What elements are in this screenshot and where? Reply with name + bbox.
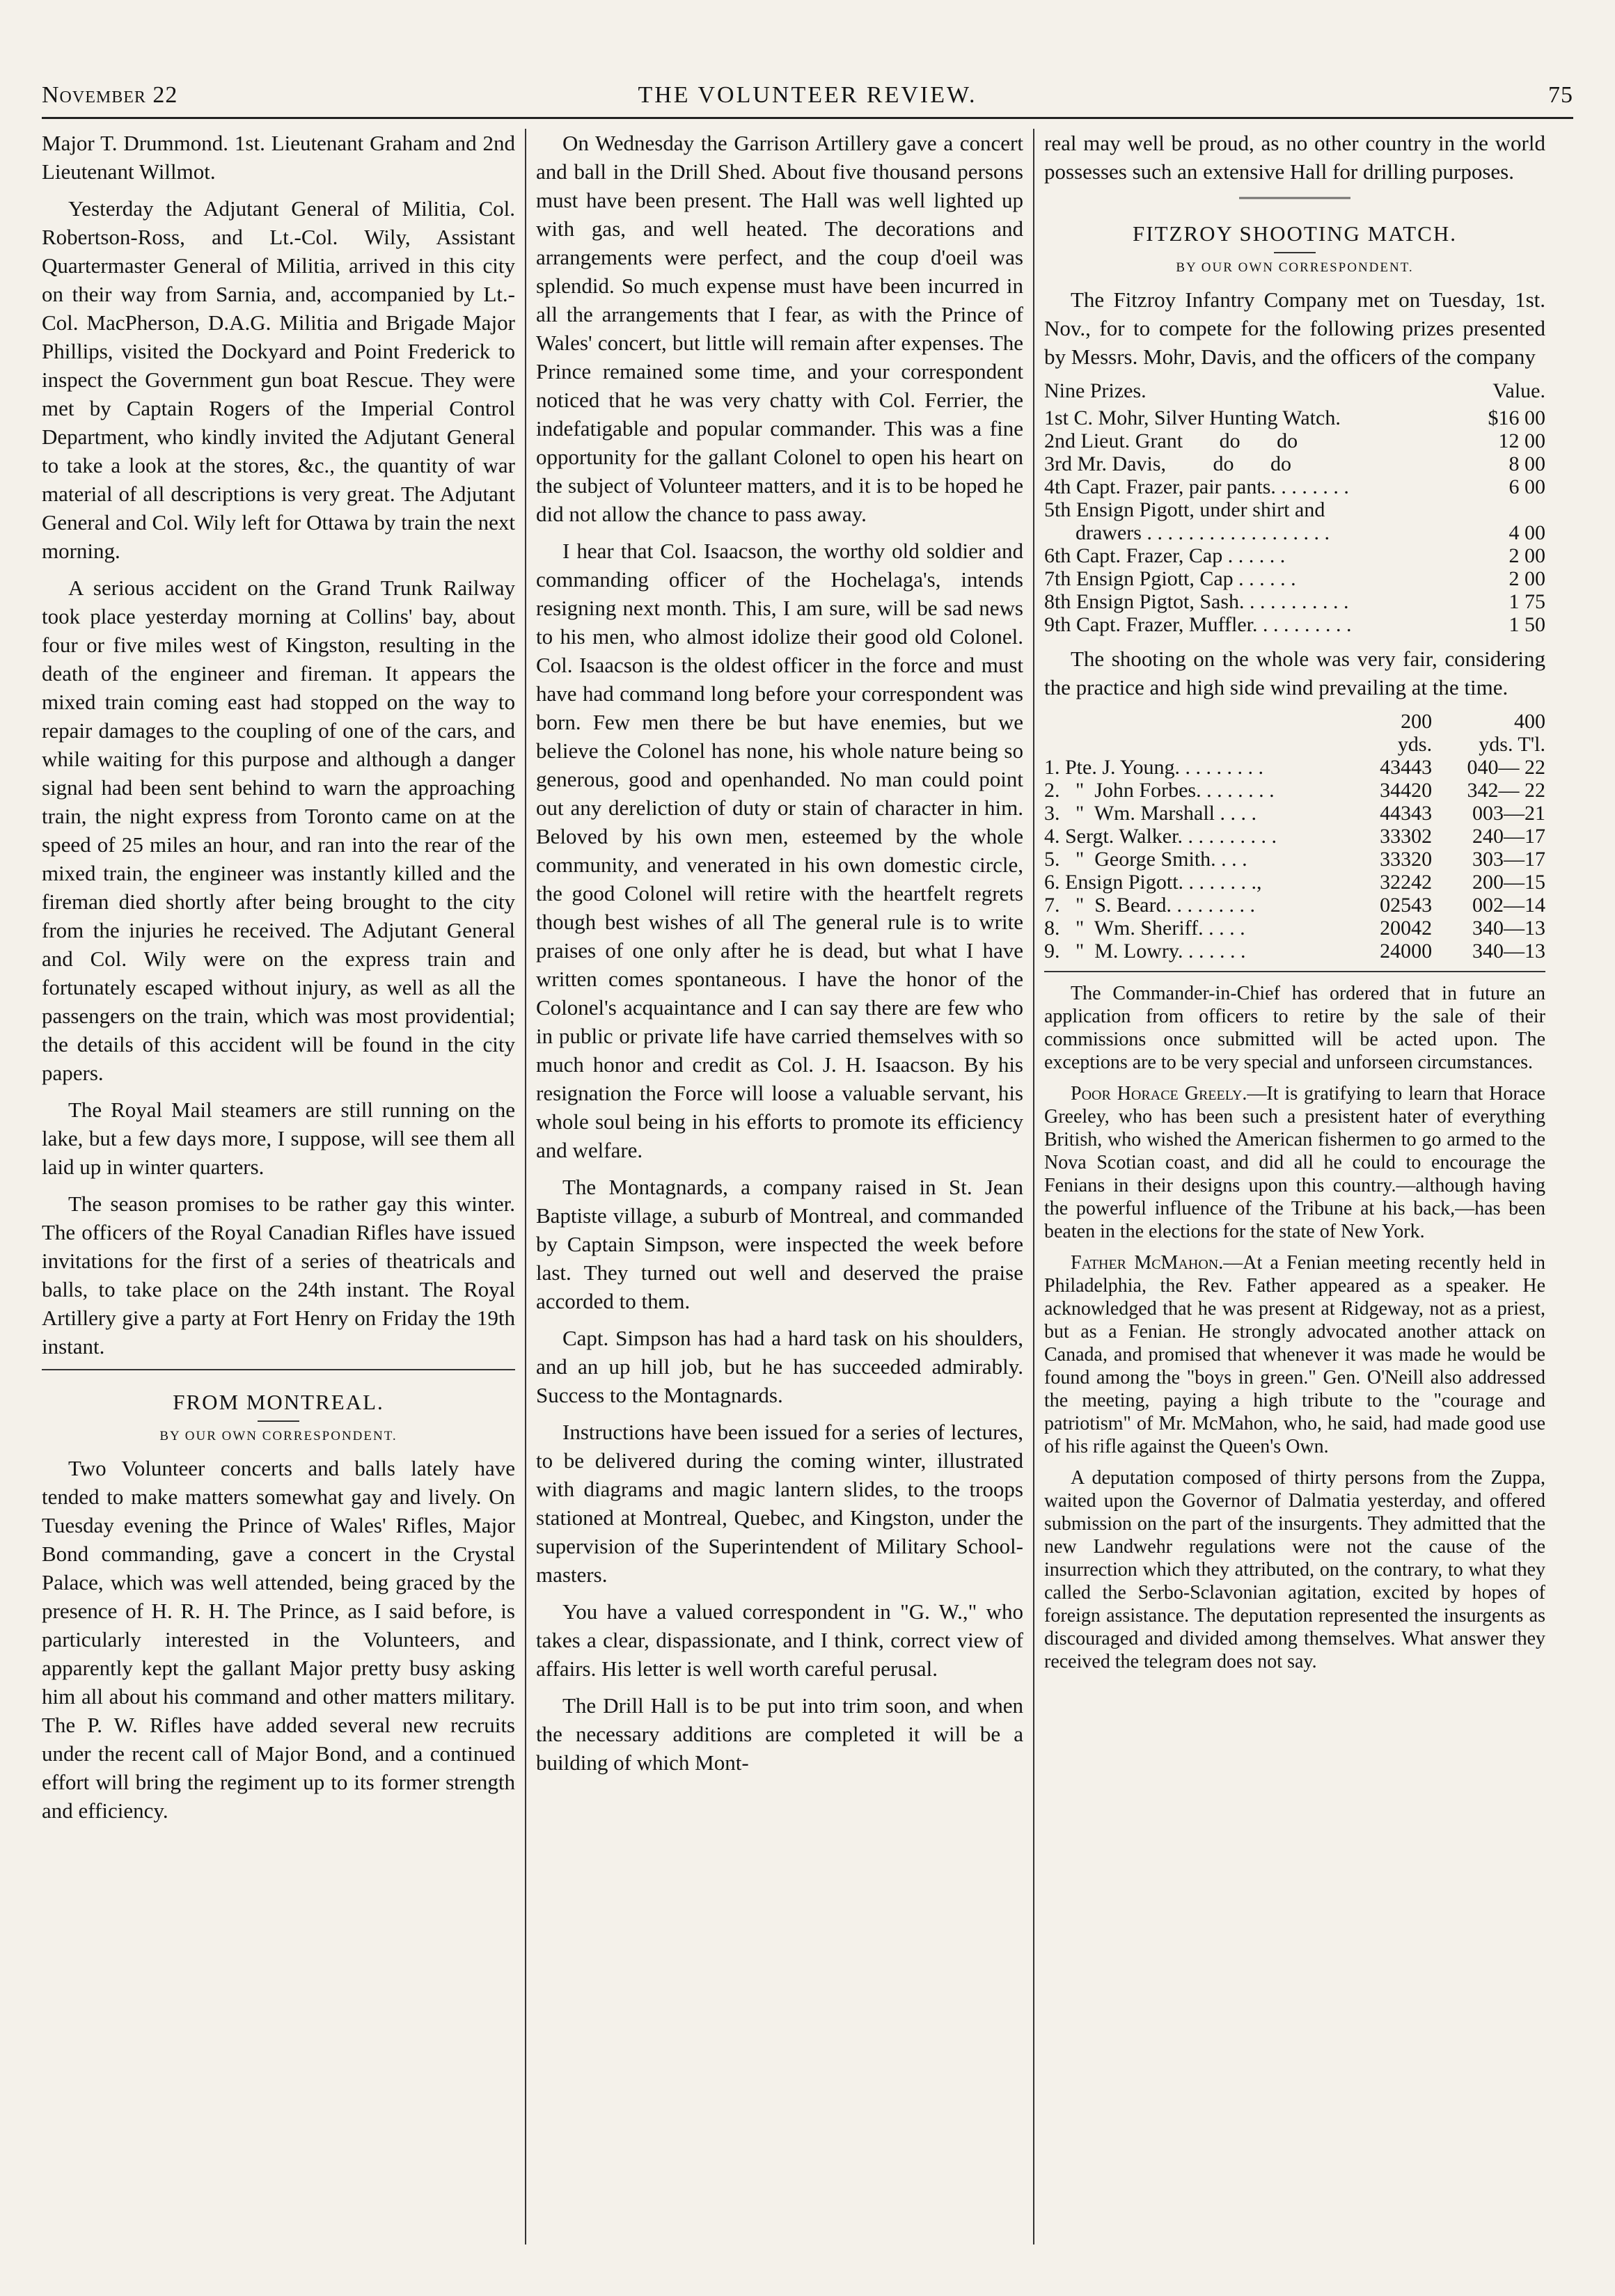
score-header: 400 <box>1514 710 1545 733</box>
score-row <box>1044 871 1545 894</box>
prize-row <box>1044 613 1545 636</box>
score-row <box>1044 894 1545 917</box>
prize-value: 8 00 <box>1508 452 1545 475</box>
score-cell: 02543 <box>1380 894 1433 917</box>
score-table <box>1044 710 1545 963</box>
column-divider <box>525 129 526 2244</box>
score-row <box>1044 779 1545 802</box>
score-row <box>1044 940 1545 963</box>
page-number: 75 <box>1548 82 1573 108</box>
prize-row <box>1044 429 1545 452</box>
item-head: Poor Horace Greely. <box>1071 1083 1247 1105</box>
item-text: —At a Fenian meeting recently held in Philadelphia, the Rev. Father appeared as a speaker. He acknowledged that he was present at Ridgeway, not as a priest, but as a Fenian. He strongly advocated another attack on Canada, and promised that whenever it was made he would be found among the "boys in green." Gen. O'Neill also addressed the meeting, paying a high tribute to the "courage and patriotism" of Mr. McMahon, who, he said, had made good use of his rifle against the Queen's Own. <box>1044 1252 1545 1457</box>
paragraph <box>1044 1082 1545 1243</box>
item-text: —It is gratifying to learn that Horace Greeley, who has been such a presistent hater of everything British, who wished the American fishermen to go armed to the Nova Scotian coast, and did all he could to encourage the Fenians in their designs upon this country.—although having the powerful influence of the Tribune at his back,—has been beaten in the elections for the state of New York. <box>1044 1083 1545 1242</box>
prize-label: 1st C. Mohr, Silver Hunting Watch. <box>1044 406 1341 429</box>
prize-row <box>1044 567 1545 590</box>
prize-row <box>1044 475 1545 498</box>
score-cell: 44343 <box>1380 802 1433 825</box>
score-cell: 43443 <box>1380 756 1433 779</box>
competitor-name: 7. " S. Beard. . . . . . . . . <box>1044 894 1256 917</box>
score-cell: 340—13 <box>1472 940 1545 963</box>
prize-label: 5th Ensign Pigott, under shirt and <box>1044 498 1325 521</box>
paragraph: real may well be proud, as no other country in the world possesses such an extensive Hall for drilling purposes. <box>1044 131 1545 184</box>
score-row <box>1044 756 1545 779</box>
section-heading: FITZROY SHOOTING MATCH. <box>1133 221 1457 246</box>
paragraph <box>1044 1251 1545 1458</box>
score-cell: 20042 <box>1380 917 1433 940</box>
prize-value: 2 00 <box>1508 544 1545 567</box>
score-cell: 340—13 <box>1472 917 1545 940</box>
paragraph: A deputation composed of thirty persons from the Zuppa, waited upon the Governor of Dalmatia yesterday, and offered submission on the part of the insurgents. They admitted that the new Landwehr regulations were not the cause of the insurrection which they attributed, on the contrary, to what they called the Serbo-Sclavonian agitation, excited by hopes of foreign assistance. The deputation represented the insurgents as discouraged and divided among themselves. What answer they received the telegram does not say. <box>1044 1467 1545 1672</box>
publication-title: THE VOLUNTEER REVIEW. <box>638 82 977 108</box>
prize-value: $16 00 <box>1488 406 1545 429</box>
prize-value: 2 00 <box>1508 567 1545 590</box>
column-3 <box>1044 129 1545 2251</box>
byline: BY OUR OWN CORRESPONDENT. <box>159 1429 397 1443</box>
prize-label: 2nd Lieut. Grant do do <box>1044 429 1298 452</box>
score-cell: 003—21 <box>1472 802 1545 825</box>
prize-label: 3rd Mr. Davis, do do <box>1044 452 1291 475</box>
section-rule <box>1239 197 1350 202</box>
prize-row <box>1044 452 1545 475</box>
column-2 <box>536 129 1023 2251</box>
score-cell: 040— 22 <box>1467 756 1545 779</box>
score-row <box>1044 825 1545 848</box>
score-row <box>1044 848 1545 871</box>
score-header: yds. T'l. <box>1479 733 1545 756</box>
issue-date: November 22 <box>42 82 178 108</box>
competitor-name: 3. " Wm. Marshall . . . . <box>1044 802 1256 825</box>
paragraph: The Fitzroy Infantry Company met on Tuesday, 1st. Nov., for to compete for the following prizes presented by Messrs. Mohr, Davis, and the officers of the company <box>1044 287 1545 369</box>
prize-row <box>1044 406 1545 429</box>
competitor-name: 2. " John Forbes. . . . . . . . <box>1044 779 1275 802</box>
score-cell: 342— 22 <box>1467 779 1545 802</box>
score-header: yds. <box>1397 733 1433 756</box>
paragraph: The Commander-in-Chief has ordered that in future an application from officers to retire by the sale of their commissions once submitted will be acted upon. The exceptions are to be very special and unforseen circumstances. <box>1044 983 1545 1073</box>
prize-header-value: Value. <box>1492 379 1545 402</box>
prize-value: 1 50 <box>1508 613 1545 636</box>
paragraph: Major T. Drummond. 1st. Lieutenant Graham and 2nd Lieutenant Willmot. <box>42 131 515 184</box>
column-divider <box>1033 129 1034 2244</box>
paragraph: The Drill Hall is to be put into trim soon, and when the necessary additions are completed it will be a building of which Mont- <box>536 1693 1023 1775</box>
prize-value: 6 00 <box>1508 475 1545 498</box>
competitor-name: 6. Ensign Pigott. . . . . . . ., <box>1044 871 1262 894</box>
competitor-name: 8. " Wm. Sheriff. . . . . <box>1044 917 1245 940</box>
section-rule <box>1044 971 1545 972</box>
score-row <box>1044 802 1545 825</box>
heading-rule <box>258 1420 299 1422</box>
section-heading: FROM MONTREAL. <box>173 1390 384 1414</box>
paragraph: On Wednesday the Garrison Artillery gave a concert and ball in the Drill Shed. About five thousand persons must have been present. The Hall was well lighted up with gas, and well heated. The decorations and arrangements were perfect, and the coup d'oeil was splendid. So much expense must have been incurred in all the arrangements that I fear, as with the Prince of Wales' concert, but little will remain after expenses. The Prince remained some time, and your correspondent noticed that he was very chatty with Col. Ferrier, the indefatigable and popular commander. This was a fine opportunity for the gallant Colonel to open his heart on the subject of Volunteer matters, and it is to be hoped he did not allow the chance to pass away. <box>536 131 1023 526</box>
paragraph: Two Volunteer concerts and balls lately have tended to make matters somewhat gay and lively. On Tuesday evening the Prince of Wales' Rifles, Major Bond commanding, gave a concert in the Crystal Palace, which was well attended, being graced by the presence of H. R. H. The Prince, as I said before, is particularly interested in the Volunteers, and apparently kept the gallant Major pretty busy asking him all about his command and other matters military. The P. W. Rifles have added several new recruits under the recent call of Major Bond, and a continued effort will bring the regiment up to its former strength and efficiency. <box>42 1456 515 1823</box>
prize-value: 4 00 <box>1508 521 1545 544</box>
prize-label: 8th Ensign Pigtot, Sash. . . . . . . . . . . <box>1044 590 1349 613</box>
score-cell: 24000 <box>1380 940 1433 963</box>
paragraph: Yesterday the Adjutant General of Militia, Col. Robertson-Ross, and Lt.-Col. Wily, Assistant Quartermaster General of Militia, arrived in this city on their way from Sarnia, and, accompanied by Lt.-Col. MacPherson, D.A.G. Militia and Brigade Major Phillips, visited the Dockyard and Point Frederick to inspect the Government gun boat Rescue. They were met by Captain Rogers of the Imperial Control Department, who kindly invited the Adjutant General to take a look at the stores, &c., the quantity of war material of all descriptions is very great. The Adjutant General and Col. Wily left for Ottawa by train the next morning. <box>42 196 515 563</box>
section-rule <box>42 1369 515 1370</box>
score-header: 200 <box>1401 710 1433 733</box>
prize-label: drawers . . . . . . . . . . . . . . . . . . <box>1044 521 1330 544</box>
score-cell: 200—15 <box>1472 871 1545 894</box>
paragraph: The Montagnards, a company raised in St. Jean Baptiste village, a suburb of Montreal, and commanded by Captain Simpson, were inspected the week before last. They turned out well and deserved the praise accorded to them. <box>536 1175 1023 1313</box>
score-cell: 32242 <box>1380 871 1433 894</box>
score-cell: 33320 <box>1380 848 1433 871</box>
competitor-name: 5. " George Smith. . . . <box>1044 848 1247 871</box>
score-cell: 33302 <box>1380 825 1433 848</box>
prize-row <box>1044 521 1545 544</box>
score-row <box>1044 917 1545 940</box>
paragraph: Instructions have been issued for a series of lectures, to be delivered during the coming winter, illustrated with diagrams and magic lantern slides, to the troops stationed at Montreal, Quebec, and Kingston, under the supervision of the Superintendent of Military School-masters. <box>536 1420 1023 1587</box>
prize-list <box>1044 379 1545 636</box>
item-head: Father McMahon. <box>1071 1252 1224 1274</box>
paragraph: I hear that Col. Isaacson, the worthy old soldier and commanding officer of the Hochelaga's, intends resigning next month. This, I am sure, will be sad news to his men, who almost idolize their good old Colonel. Col. Isaacson is the oldest officer in the force and must have had command long before your correspondent was born. Few men there be but have enemies, but we believe the Colonel has none, his whole nature being so generous, good and openhanded. No man could point out any dereliction of duty or stain of character in him. Beloved by his own men, esteemed by the whole community, and venerated in his own domestic circle, the good Colonel will retire with the heartfelt regrets though best wishes of all The general rule is to write praises of one only after he is dead, but what I have written comes spontaneous. I have the honor of the Colonel's acquaintance and I can say there are few who in public or private life have carried themselves with so much honor and credit as Col. J. H. Isaacson. By his resignation the Force will loose a valuable servant, his whole soul being in his efforts to promote its efficiency and welfare. <box>536 539 1023 1162</box>
prize-value: 12 00 <box>1498 429 1545 452</box>
prize-label: 6th Capt. Frazer, Cap . . . . . . <box>1044 544 1286 567</box>
competitor-name: 9. " M. Lowry. . . . . . . <box>1044 940 1246 963</box>
paragraph: You have a valued correspondent in "G. W.," who takes a clear, dispassionate, and I think, correct view of affairs. His letter is well worth careful perusal. <box>536 1599 1023 1681</box>
prize-value <box>1469 498 1545 521</box>
prize-row <box>1044 498 1545 521</box>
paragraph: The season promises to be rather gay this winter. The officers of the Royal Canadian Rifles have issued invitations for the first of a series of theatricals and balls, to take place on the 24th instant. The Royal Artillery give a party at Fort Henry on Friday the 19th instant. <box>42 1191 515 1359</box>
prize-value: 1 75 <box>1508 590 1545 613</box>
column-1 <box>42 129 515 2251</box>
score-header-row <box>1044 710 1545 733</box>
prize-row <box>1044 544 1545 567</box>
prize-label: 4th Capt. Frazer, pair pants. . . . . . . . <box>1044 475 1349 498</box>
paragraph: The shooting on the whole was very fair, considering the practice and high side wind prevailing at the time. <box>1044 647 1545 699</box>
heading-rule <box>1274 252 1316 253</box>
paragraph: A serious accident on the Grand Trunk Railway took place yesterday morning at Collins' bay, about four or five miles west of Kingston, resulting in the death of the engineer and fireman. It appears the mixed train coming east had stopped on the way to repair damages to the coupling of one of the cars, and while waiting for this purpose and although a danger signal had been sent behind to warn the approaching train, the night express from Toronto came on at the speed of 25 miles an hour, and ran into the rear of the mixed train, the engineer was instantly killed and the fireman died shortly after being brought to the city from the injuries he received. The Adjutant General and Col. Wily were on the express train and fortunately escaped without injury, as well as all the passengers on the train, which was most providential; the details of this accident will be found in the city papers. <box>42 576 515 1085</box>
prize-header-label: Nine Prizes. <box>1044 379 1147 402</box>
score-cell: 240—17 <box>1472 825 1545 848</box>
byline: BY OUR OWN CORRESPONDENT. <box>1176 260 1414 275</box>
competitor-name: 4. Sergt. Walker. . . . . . . . . . <box>1044 825 1277 848</box>
header-rule <box>42 117 1573 119</box>
score-cell: 002—14 <box>1472 894 1545 917</box>
prize-row <box>1044 590 1545 613</box>
score-cell: 34420 <box>1380 779 1433 802</box>
paragraph: The Royal Mail steamers are still running on the lake, but a few days more, I suppose, will see them all laid up in winter quarters. <box>42 1098 515 1179</box>
score-cell: 303—17 <box>1472 848 1545 871</box>
score-header-row <box>1044 733 1545 756</box>
prize-label: 9th Capt. Frazer, Muffler. . . . . . . . . . <box>1044 613 1352 636</box>
prize-label: 7th Ensign Pgiott, Cap . . . . . . <box>1044 567 1296 590</box>
paragraph: Capt. Simpson has had a hard task on his shoulders, and an up hill job, but he has succeeded admirably. Success to the Montagnards. <box>536 1326 1023 1407</box>
prize-list-header <box>1044 379 1545 402</box>
competitor-name: 1. Pte. J. Young. . . . . . . . . <box>1044 756 1264 779</box>
